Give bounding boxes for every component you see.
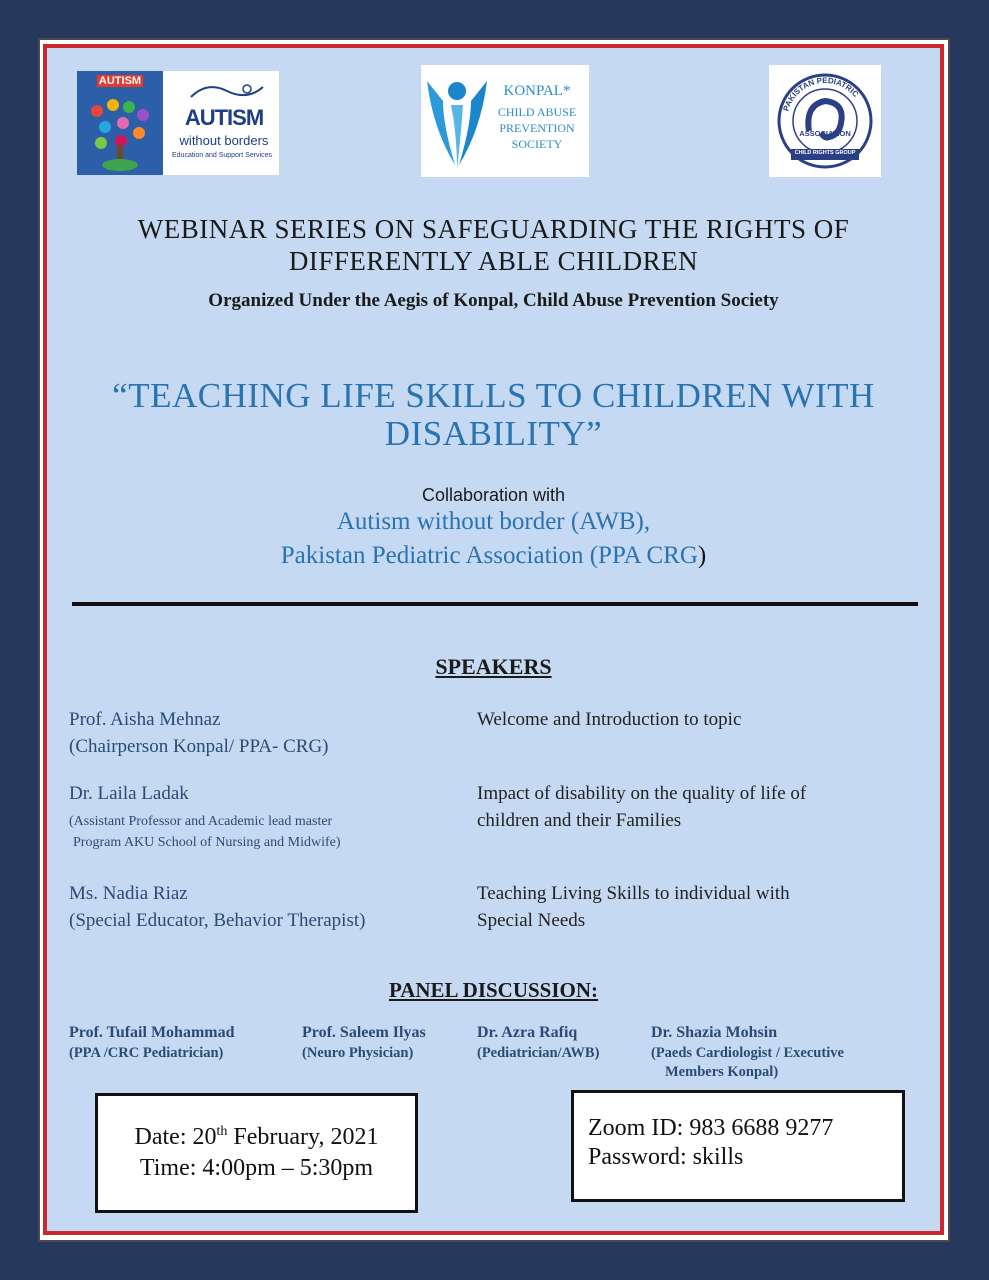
panel-member-3-role: (Pediatrician/AWB) [477, 1045, 600, 1061]
speaker-2 [69, 780, 469, 853]
webinar-topic [47, 377, 940, 453]
speaker-1-name: Prof. Aisha Mehnaz [69, 709, 221, 730]
speaker-3 [69, 880, 469, 934]
collaboration-partner-2 [47, 542, 940, 570]
poster [43, 44, 944, 1235]
panel-member-4-role-line1: (Paeds Cardiologist / Executive [651, 1045, 844, 1061]
panel-member-3 [477, 1024, 647, 1062]
panel-member-4-name: Dr. Shazia Mohsin [651, 1024, 778, 1041]
collaboration-partner-2-text: Pakistan Pediatric Association (PPA CRG [280, 542, 698, 569]
speaker-1-role: (Chairperson Konpal/ PPA- CRG) [69, 736, 329, 757]
awb-logo-services: Education and Support Services [171, 152, 272, 159]
event-date [98, 1124, 415, 1151]
ppa-ring-bottom: CHILD RIGHTS GROUP [794, 150, 856, 156]
panel-member-1-role: (PPA /CRC Pediatrician) [69, 1045, 224, 1061]
panel-heading: PANEL DISCUSSION: [388, 978, 599, 1002]
event-date-rest: February, 2021 [227, 1124, 379, 1150]
konpal-logo-line2: PREVENTION [499, 121, 575, 135]
speaker-1-topic-line1: Welcome and Introduction to topic [477, 709, 742, 730]
event-time: Time: 4:00pm – 5:30pm [139, 1155, 374, 1181]
collaboration-partner-1: Autism without border (AWB), [336, 508, 651, 535]
konpal-logo-line1: CHILD ABUSE [497, 105, 577, 119]
speaker-3-topic [477, 880, 897, 934]
awb-swirl-icon [187, 79, 267, 103]
konpal-logo [421, 65, 589, 177]
awb-logo-sub: without borders [179, 133, 269, 148]
ppa-ring-top: PAKISTAN PEDIATRIC [781, 75, 861, 113]
series-title-line2: DIFFERENTLY ABLE CHILDREN [288, 246, 699, 276]
speakers-heading: SPEAKERS [435, 654, 552, 679]
series-title-line1: WEBINAR SERIES ON SAFEGUARDING THE RIGHTS OF [137, 214, 850, 244]
organized-line: Organized Under the Aegis of Konpal, Child Abuse Prevention Society [208, 290, 779, 311]
panel-member-1-name: Prof. Tufail Mohammad [69, 1024, 235, 1041]
event-date-label: Date: 20 [134, 1124, 217, 1150]
zoom-id: Zoom ID: 983 6688 9277 [588, 1115, 834, 1141]
konpal-figure-icon [421, 65, 491, 175]
awb-logo [77, 71, 279, 175]
ppa-seal-icon [769, 65, 881, 177]
panel-member-2-role: (Neuro Physician) [302, 1045, 414, 1061]
speaker-1-topic [477, 706, 897, 733]
panel-member-4 [651, 1024, 911, 1081]
speaker-2-topic-line1: Impact of disability on the quality of life of [477, 783, 807, 804]
panel-member-1 [69, 1024, 299, 1062]
webinar-topic-line2: DISABILITY” [384, 414, 603, 453]
konpal-logo-line3: SOCIETY [511, 137, 563, 151]
ppa-center-text: ASSOCIATION [799, 129, 851, 138]
panel-member-2-name: Prof. Saleem Ilyas [302, 1024, 426, 1041]
awb-logo-tag: AUTISM [98, 75, 142, 87]
collaboration-partner-2-close: ) [697, 542, 707, 569]
panel-member-3-name: Dr. Azra Rafiq [477, 1024, 578, 1041]
panel-member-2 [302, 1024, 472, 1062]
collaboration-label: Collaboration with [421, 485, 566, 505]
speaker-3-topic-line1: Teaching Living Skills to individual with [477, 883, 790, 904]
date-time-box [95, 1093, 418, 1213]
event-date-suffix: th [216, 1124, 228, 1139]
speaker-2-topic-line2: children and their Families [477, 810, 682, 831]
speaker-1 [69, 706, 459, 760]
speaker-2-name: Dr. Laila Ladak [69, 783, 189, 804]
series-title [47, 213, 940, 277]
section-divider [72, 602, 918, 606]
zoom-password: Password: skills [588, 1144, 744, 1170]
speaker-2-role-line1: (Assistant Professor and Academic lead master [69, 814, 333, 829]
ppa-logo [769, 65, 881, 177]
speaker-3-name: Ms. Nadia Riaz [69, 883, 188, 904]
zoom-details-box [571, 1090, 905, 1202]
speaker-2-topic [477, 780, 897, 834]
speaker-3-role: (Special Educator, Behavior Therapist) [69, 910, 366, 931]
webinar-topic-line1: “TEACHING LIFE SKILLS TO CHILDREN WITH [112, 376, 875, 415]
speaker-2-role-line2: Program AKU School of Nursing and Midwife) [73, 835, 341, 850]
speaker-3-topic-line2: Special Needs [477, 910, 586, 931]
konpal-logo-name: KONPAL* [503, 83, 571, 99]
panel-member-4-role-line2: Members Konpal) [665, 1064, 779, 1080]
awb-logo-art [77, 71, 163, 175]
awb-logo-title: AUTISM [184, 105, 264, 130]
